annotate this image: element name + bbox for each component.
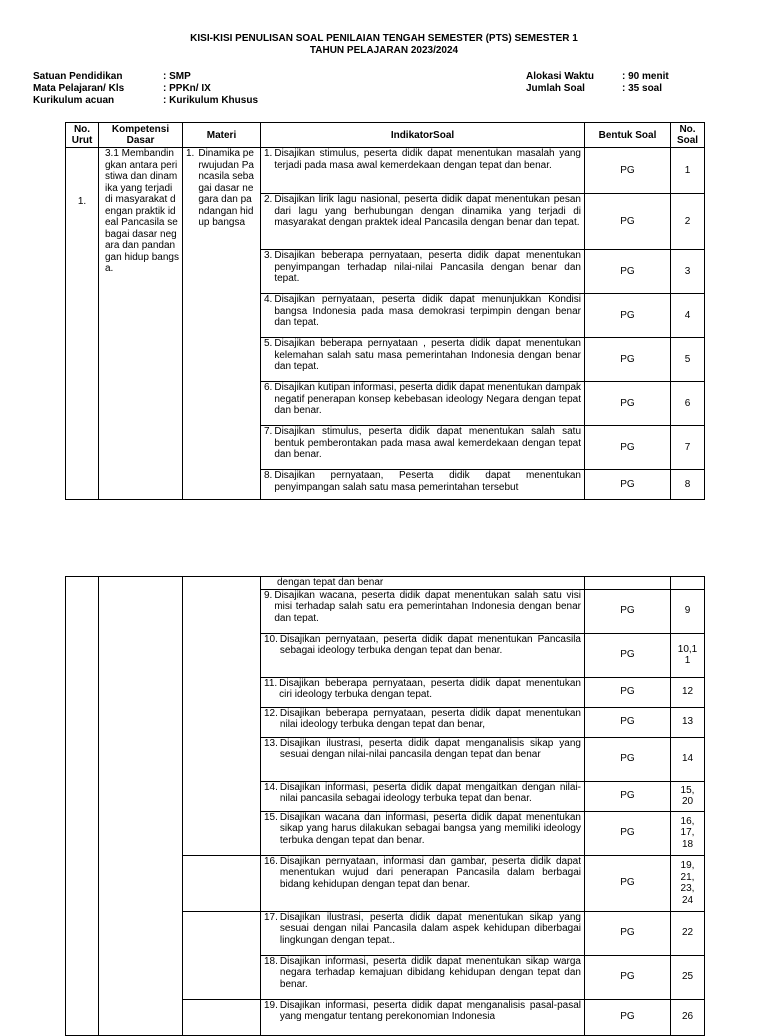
meta-label: Satuan Pendidikan bbox=[33, 71, 123, 82]
meta-value: : Kurikulum Khusus bbox=[163, 95, 259, 106]
indikator-item bbox=[264, 470, 581, 493]
bentuk-soal-cell: PG bbox=[585, 911, 671, 955]
meta-value: : 35 soal bbox=[622, 83, 663, 94]
materi-cell bbox=[183, 911, 261, 999]
no-soal-cell: 1 bbox=[671, 148, 705, 194]
indikator-item bbox=[264, 678, 581, 701]
meta-value: : 90 menit bbox=[622, 71, 669, 82]
header-no-soal: No. Soal bbox=[671, 123, 705, 148]
no-soal-cell: 12 bbox=[671, 677, 705, 707]
indikator-text: Disajikan informasi, peserta didik dapat menentukan sikap warga negara terhadap kemajuan dibidang kehidupan dengan tepat dan benar. bbox=[279, 955, 581, 990]
indikator-text: Disajikan lirik lagu nasional, peserta didik dapat menentukan pesan dari lagu yang berhubungan dengan dinamika yang terjadi di masyarakat dengan praktek ideal Pancasila dengan benar dan tepat. bbox=[274, 194, 581, 228]
indikator-number: 15. bbox=[264, 811, 278, 823]
indikator-number: 5. bbox=[264, 338, 273, 349]
kd-cell bbox=[99, 148, 183, 500]
indikator-text: Disajikan pernyataan, peserta didik dapat menunjukkan Kondisi bangsa Indonesia pada masa demokrasi terpimpin dengan benar dan tepat. bbox=[274, 294, 581, 328]
no-soal-cell: 5 bbox=[671, 338, 705, 382]
indikator-text: Disajikan beberapa pernyataan, peserta didik dapat menentukan ciri ideology terbuka dengan tepat. bbox=[279, 677, 581, 700]
row-number: 1. bbox=[77, 196, 87, 207]
indikator-item bbox=[264, 148, 581, 171]
no-soal-cell: 15, 20 bbox=[671, 781, 705, 811]
no-soal-cell: 7 bbox=[671, 426, 705, 470]
document-subtitle: TAHUN PELAJARAN 2023/2024 bbox=[309, 45, 459, 56]
row-number-cell bbox=[66, 577, 99, 1036]
indikator-cell bbox=[261, 577, 585, 590]
no-soal-cell: 22 bbox=[671, 911, 705, 955]
bentuk-soal-cell: PG bbox=[585, 811, 671, 855]
indikator-cell bbox=[261, 633, 585, 677]
indikator-text: Disajikan kutipan informasi, peserta didik dapat menentukan dampak negatif penerapan konsep kebebasan ideology Negara dengan tepat dan benar. bbox=[274, 382, 581, 416]
indikator-cell bbox=[261, 250, 585, 294]
indikator-cell bbox=[261, 426, 585, 470]
bentuk-soal-cell: PG bbox=[585, 955, 671, 999]
bentuk-soal-cell: PG bbox=[585, 294, 671, 338]
indikator-text: Disajikan beberapa pernyataan, peserta didik dapat menentukan penyimpangan terhadap nilai-nilai Pancasila dengan benar dan tepat. bbox=[274, 250, 581, 284]
indikator-number: 2. bbox=[264, 194, 273, 205]
bentuk-soal-cell: PG bbox=[585, 677, 671, 707]
table-row bbox=[66, 577, 705, 590]
indikator-cell bbox=[261, 811, 585, 855]
materi-cell bbox=[183, 148, 261, 500]
no-soal-cell: 26 bbox=[671, 999, 705, 1035]
indikator-item bbox=[264, 250, 581, 285]
no-soal-cell: 2 bbox=[671, 194, 705, 250]
indikator-number: 14. bbox=[264, 781, 278, 793]
materi-number: 1. bbox=[186, 148, 195, 159]
document-title: KISI-KISI PENULISAN SOAL PENILAIAN TENGAH SEMESTER (PTS) SEMESTER 1 bbox=[190, 33, 578, 44]
indikator-cell bbox=[261, 955, 585, 999]
no-soal-cell: 19, 21, 23, 24 bbox=[671, 855, 705, 911]
indikator-text: Disajikan stimulus, peserta didik dapat menentukan salah satu bentuk pemberontakan pada masa awal kemerdekaan dengan tepat dan benar. bbox=[274, 426, 581, 460]
indikator-text: Disajikan beberapa pernyataan , peserta didik dapat menentukan kelemahan salah satu masa pemerintahan Indonesia dengan benar dan tepat. bbox=[274, 338, 581, 372]
indikator-number: 1. bbox=[264, 148, 273, 159]
indikator-item bbox=[264, 856, 581, 891]
indikator-text: Disajikan wacana, peserta didik dapat menentukan salah satu visi misi terhadap salah satu era pemerintahan Indonesia dengan benar dan tepat. bbox=[274, 589, 581, 624]
indikator-number: 9. bbox=[264, 589, 273, 601]
no-soal-cell: 4 bbox=[671, 294, 705, 338]
no-soal-cell: 9 bbox=[671, 589, 705, 633]
indikator-item bbox=[264, 338, 581, 373]
no-soal-cell: 13 bbox=[671, 707, 705, 737]
indikator-cell bbox=[261, 855, 585, 911]
indikator-number: 11. bbox=[264, 677, 278, 689]
bentuk-soal-cell: PG bbox=[585, 707, 671, 737]
indikator-text: dengan tepat dan benar bbox=[277, 577, 384, 588]
indikator-cell bbox=[261, 781, 585, 811]
bentuk-soal-cell: PG bbox=[585, 470, 671, 500]
indikator-number: 18. bbox=[264, 955, 278, 967]
bentuk-soal-cell: PG bbox=[585, 194, 671, 250]
indikator-item bbox=[264, 956, 581, 991]
no-soal-cell: 16, 17, 18 bbox=[671, 811, 705, 855]
kisi-table-page2 bbox=[65, 576, 705, 1036]
indikator-cell bbox=[261, 148, 585, 194]
meta-value: : SMP bbox=[163, 71, 191, 82]
indikator-number: 17. bbox=[264, 911, 278, 923]
indikator-number: 7. bbox=[264, 426, 273, 437]
indikator-cell bbox=[261, 382, 585, 426]
no-soal-cell: 25 bbox=[671, 955, 705, 999]
indikator-cell bbox=[261, 737, 585, 781]
header-kd: Kompetensi Dasar bbox=[99, 123, 183, 148]
bentuk-soal-cell: PG bbox=[585, 633, 671, 677]
bentuk-soal-cell: PG bbox=[585, 999, 671, 1035]
indikator-item bbox=[264, 812, 581, 847]
bentuk-soal-cell: PG bbox=[585, 589, 671, 633]
indikator-item bbox=[264, 738, 581, 761]
indikator-cell bbox=[261, 677, 585, 707]
kisi-table-page1 bbox=[65, 122, 705, 500]
indikator-text: Disajikan ilustrasi, peserta didik dapat menentukan sikap yang sesuai dengan nilai Pancasila dalam aspek kehidupan diberbagai lingkungan dengan tepat.. bbox=[279, 911, 581, 946]
indikator-cell bbox=[261, 194, 585, 250]
kd-text: 3.1 Membandingkan antara peristiwa dan dinamika yang terjadi di masyarakat dengan praktik ideal Pancasila sebagai dasar negara dan pandangan hidup bangsa. bbox=[105, 148, 179, 274]
header-no-urut: No. Urut bbox=[66, 123, 99, 148]
no-soal-cell: 10,1 1 bbox=[671, 633, 705, 677]
meta-label: Kurikulum acuan bbox=[33, 95, 115, 106]
indikator-item bbox=[264, 1000, 581, 1023]
bentuk-soal-cell: PG bbox=[585, 148, 671, 194]
indikator-text: Disajikan pernyataan, Peserta didik dapat menentukan penyimpangan salah satu masa pemerintahan tersebut bbox=[274, 470, 581, 493]
indikator-item bbox=[264, 912, 581, 947]
row-number-cell bbox=[66, 148, 99, 500]
indikator-item bbox=[264, 194, 581, 229]
indikator-text: Disajikan wacana dan informasi, peserta didik dapat menentukan sikap yang harus dilakukan sebagai bangsa yang memiliki ideology terbuka dengan tepat dan benar. bbox=[279, 811, 581, 846]
indikator-cell bbox=[261, 707, 585, 737]
bentuk-soal-cell: PG bbox=[585, 382, 671, 426]
materi-text: Dinamika perwujudan Pancasila sebagai dasar negara dan pandangan hidup bangsa bbox=[198, 148, 254, 228]
indikator-number: 19. bbox=[264, 999, 278, 1011]
bentuk-soal-cell: PG bbox=[585, 426, 671, 470]
indikator-cell bbox=[261, 999, 585, 1035]
materi-cell bbox=[183, 999, 261, 1035]
indikator-item bbox=[264, 294, 581, 329]
meta-label: Jumlah Soal bbox=[526, 83, 585, 94]
indikator-number: 4. bbox=[264, 294, 273, 305]
no-soal-cell: 6 bbox=[671, 382, 705, 426]
indikator-text: Disajikan informasi, peserta didik dapat mengaitkan dengan nilai-nilai pancasila sebagai ideology terbuka tepat dan benar. bbox=[279, 781, 581, 804]
indikator-item bbox=[264, 382, 581, 417]
bentuk-soal-cell: PG bbox=[585, 737, 671, 781]
indikator-cell bbox=[261, 338, 585, 382]
indikator-text: Disajikan stimulus, peserta didik dapat menentukan masalah yang terjadi pada masa awal kemerdekaan dengan tepat dan benar. bbox=[274, 148, 581, 171]
indikator-text: Disajikan ilustrasi, peserta didik dapat menganalisis sikap yang sesuai dengan nilai-nilai pancasila dengan tepat dan benar bbox=[279, 737, 581, 760]
indikator-cell bbox=[261, 294, 585, 338]
header-bentuk: Bentuk Soal bbox=[585, 123, 671, 148]
indikator-item bbox=[264, 782, 581, 805]
bentuk-soal-cell: PG bbox=[585, 855, 671, 911]
indikator-text: Disajikan pernyataan, informasi dan gambar, peserta didik dapat menentukan wujud dari penerapan Pancasila dalam berbagai bidang kehidupan dengan tepat dan benar. bbox=[279, 855, 581, 890]
no-soal-cell: 14 bbox=[671, 737, 705, 781]
bentuk-soal-cell: PG bbox=[585, 781, 671, 811]
bentuk-soal-cell: PG bbox=[585, 338, 671, 382]
indikator-number: 12. bbox=[264, 707, 278, 719]
indikator-item bbox=[264, 634, 581, 657]
header-indikator: IndikatorSoal bbox=[261, 123, 585, 148]
indikator-number: 10. bbox=[264, 633, 278, 645]
indikator-cell bbox=[261, 911, 585, 955]
indikator-text: Disajikan informasi, peserta didik dapat menganalisis pasal-pasal yang mengatur tentang perekonomian Indonesia bbox=[279, 999, 581, 1022]
indikator-number: 6. bbox=[264, 382, 273, 393]
indikator-number: 16. bbox=[264, 855, 278, 867]
table-header-row bbox=[66, 123, 705, 148]
no-soal-cell: 3 bbox=[671, 250, 705, 294]
bentuk-soal-cell: PG bbox=[585, 250, 671, 294]
indikator-number: 8. bbox=[264, 470, 273, 481]
indikator-text: Disajikan beberapa pernyataan, peserta didik dapat menentukan nilai ideology terbuka dengan tepat dan benar, bbox=[279, 707, 581, 730]
indikator-text: Disajikan pernyataan, peserta didik dapat menentukan Pancasila sebagai ideology terbuka dengan tepat dan benar. bbox=[279, 633, 581, 656]
meta-label: Alokasi Waktu bbox=[526, 71, 594, 82]
indikator-item bbox=[264, 708, 581, 731]
indikator-cell bbox=[261, 470, 585, 500]
table-row bbox=[66, 148, 705, 194]
meta-value: : PPKn/ IX bbox=[163, 83, 211, 94]
bentuk-soal-cell bbox=[585, 577, 671, 590]
indikator-number: 3. bbox=[264, 250, 273, 261]
meta-label: Mata Pelajaran/ Kls bbox=[33, 83, 125, 94]
materi-cell bbox=[183, 855, 261, 911]
indikator-item bbox=[264, 426, 581, 461]
header-materi: Materi bbox=[183, 123, 261, 148]
indikator-cell bbox=[261, 589, 585, 633]
indikator-item bbox=[264, 590, 581, 625]
materi-cell bbox=[183, 577, 261, 856]
no-soal-cell: 8 bbox=[671, 470, 705, 500]
no-soal-cell bbox=[671, 577, 705, 590]
indikator-number: 13. bbox=[264, 737, 278, 749]
kd-cell bbox=[99, 577, 183, 1036]
